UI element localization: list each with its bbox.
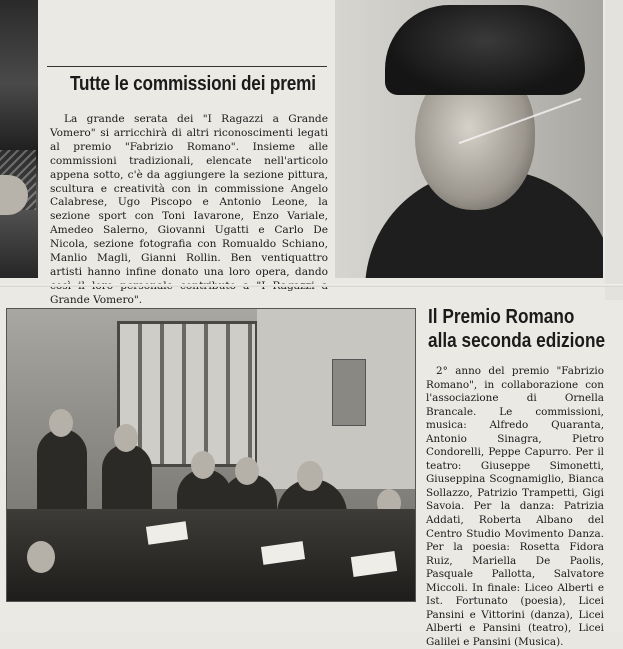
portrait-photo-man-with-cap	[335, 0, 603, 278]
headline-commissioni: Tutte le commissioni dei premi	[70, 73, 316, 95]
article-premio-body: 2° anno del premio "Fabrizio Romano", in collaborazione con l'associazione di Ornella Brancale. Le commissioni, musica: Alfredo Quaranta, Antonio Sinagra, Pietro Condorelli, Peppe Capurro. Per il teatro: Giuseppe Simonetti, Giuseppina Scognamiglio, Bianca Sollazzo, Patrizio Trampetti, Gigi Savoia. Per la danza: Patrizia Addati, Roberta Albano del Centro Studio Movimento Danza. Per la poesia: Rosetta Fidora Ruiz, Mariella De Paolis, Pasquale Pallotta, Salvatore Miccoli. In finale: Liceo Alberti e Ist. Fortunato (poesia), Licei Pansini e Vittorini (danza), Licei Alberti e Pansini (teatro), Licei Galilei e Pansini (Musica).	[426, 365, 604, 648]
article-commissioni-body: La grande serata dei "I Ragazzi a Grande Vomero" si arricchirà di altri riconoscimenti legati al premio "Fabrizio Romano". Insieme alle commissioni tradizionali, elencate nell'articolo appena sotto, c'è da aggiungere la sezione pittura, scultura e creatività con in commissione Angelo Calabrese, Ugo Piscopo e Antonio Leone, la sezione sport con Toni Iavarone, Enzo Variale, Amedeo Salerno, Giovanni Ugatti e Carlo De Nicola, sezione fotografia con Romualdo Schiano, Manlio Magli, Gianni Rollin. Ben ventiquattro artisti hanno infine donato una loro opera, dando Grande Vomero".	[50, 113, 328, 306]
conference-table	[7, 509, 415, 601]
headline-premio-romano	[428, 305, 606, 353]
attendee-head	[191, 451, 215, 479]
meeting-photo	[6, 308, 416, 602]
wall-poster	[332, 359, 366, 426]
headline-rule	[47, 66, 327, 67]
page-margin	[605, 0, 623, 300]
paper-fold	[0, 284, 623, 287]
guitar-player-photo	[0, 0, 38, 278]
headline-line-1: Il Premio Romano	[428, 305, 575, 328]
attendee-head	[49, 409, 73, 437]
flat-cap	[385, 5, 585, 95]
window	[117, 321, 258, 467]
headline-line-2: alla seconda edizione	[428, 329, 606, 352]
attendee-head	[297, 461, 323, 491]
attendee-head	[235, 457, 259, 485]
foreground-head	[27, 541, 55, 573]
attendee-head	[114, 424, 138, 452]
attendee	[37, 429, 87, 519]
